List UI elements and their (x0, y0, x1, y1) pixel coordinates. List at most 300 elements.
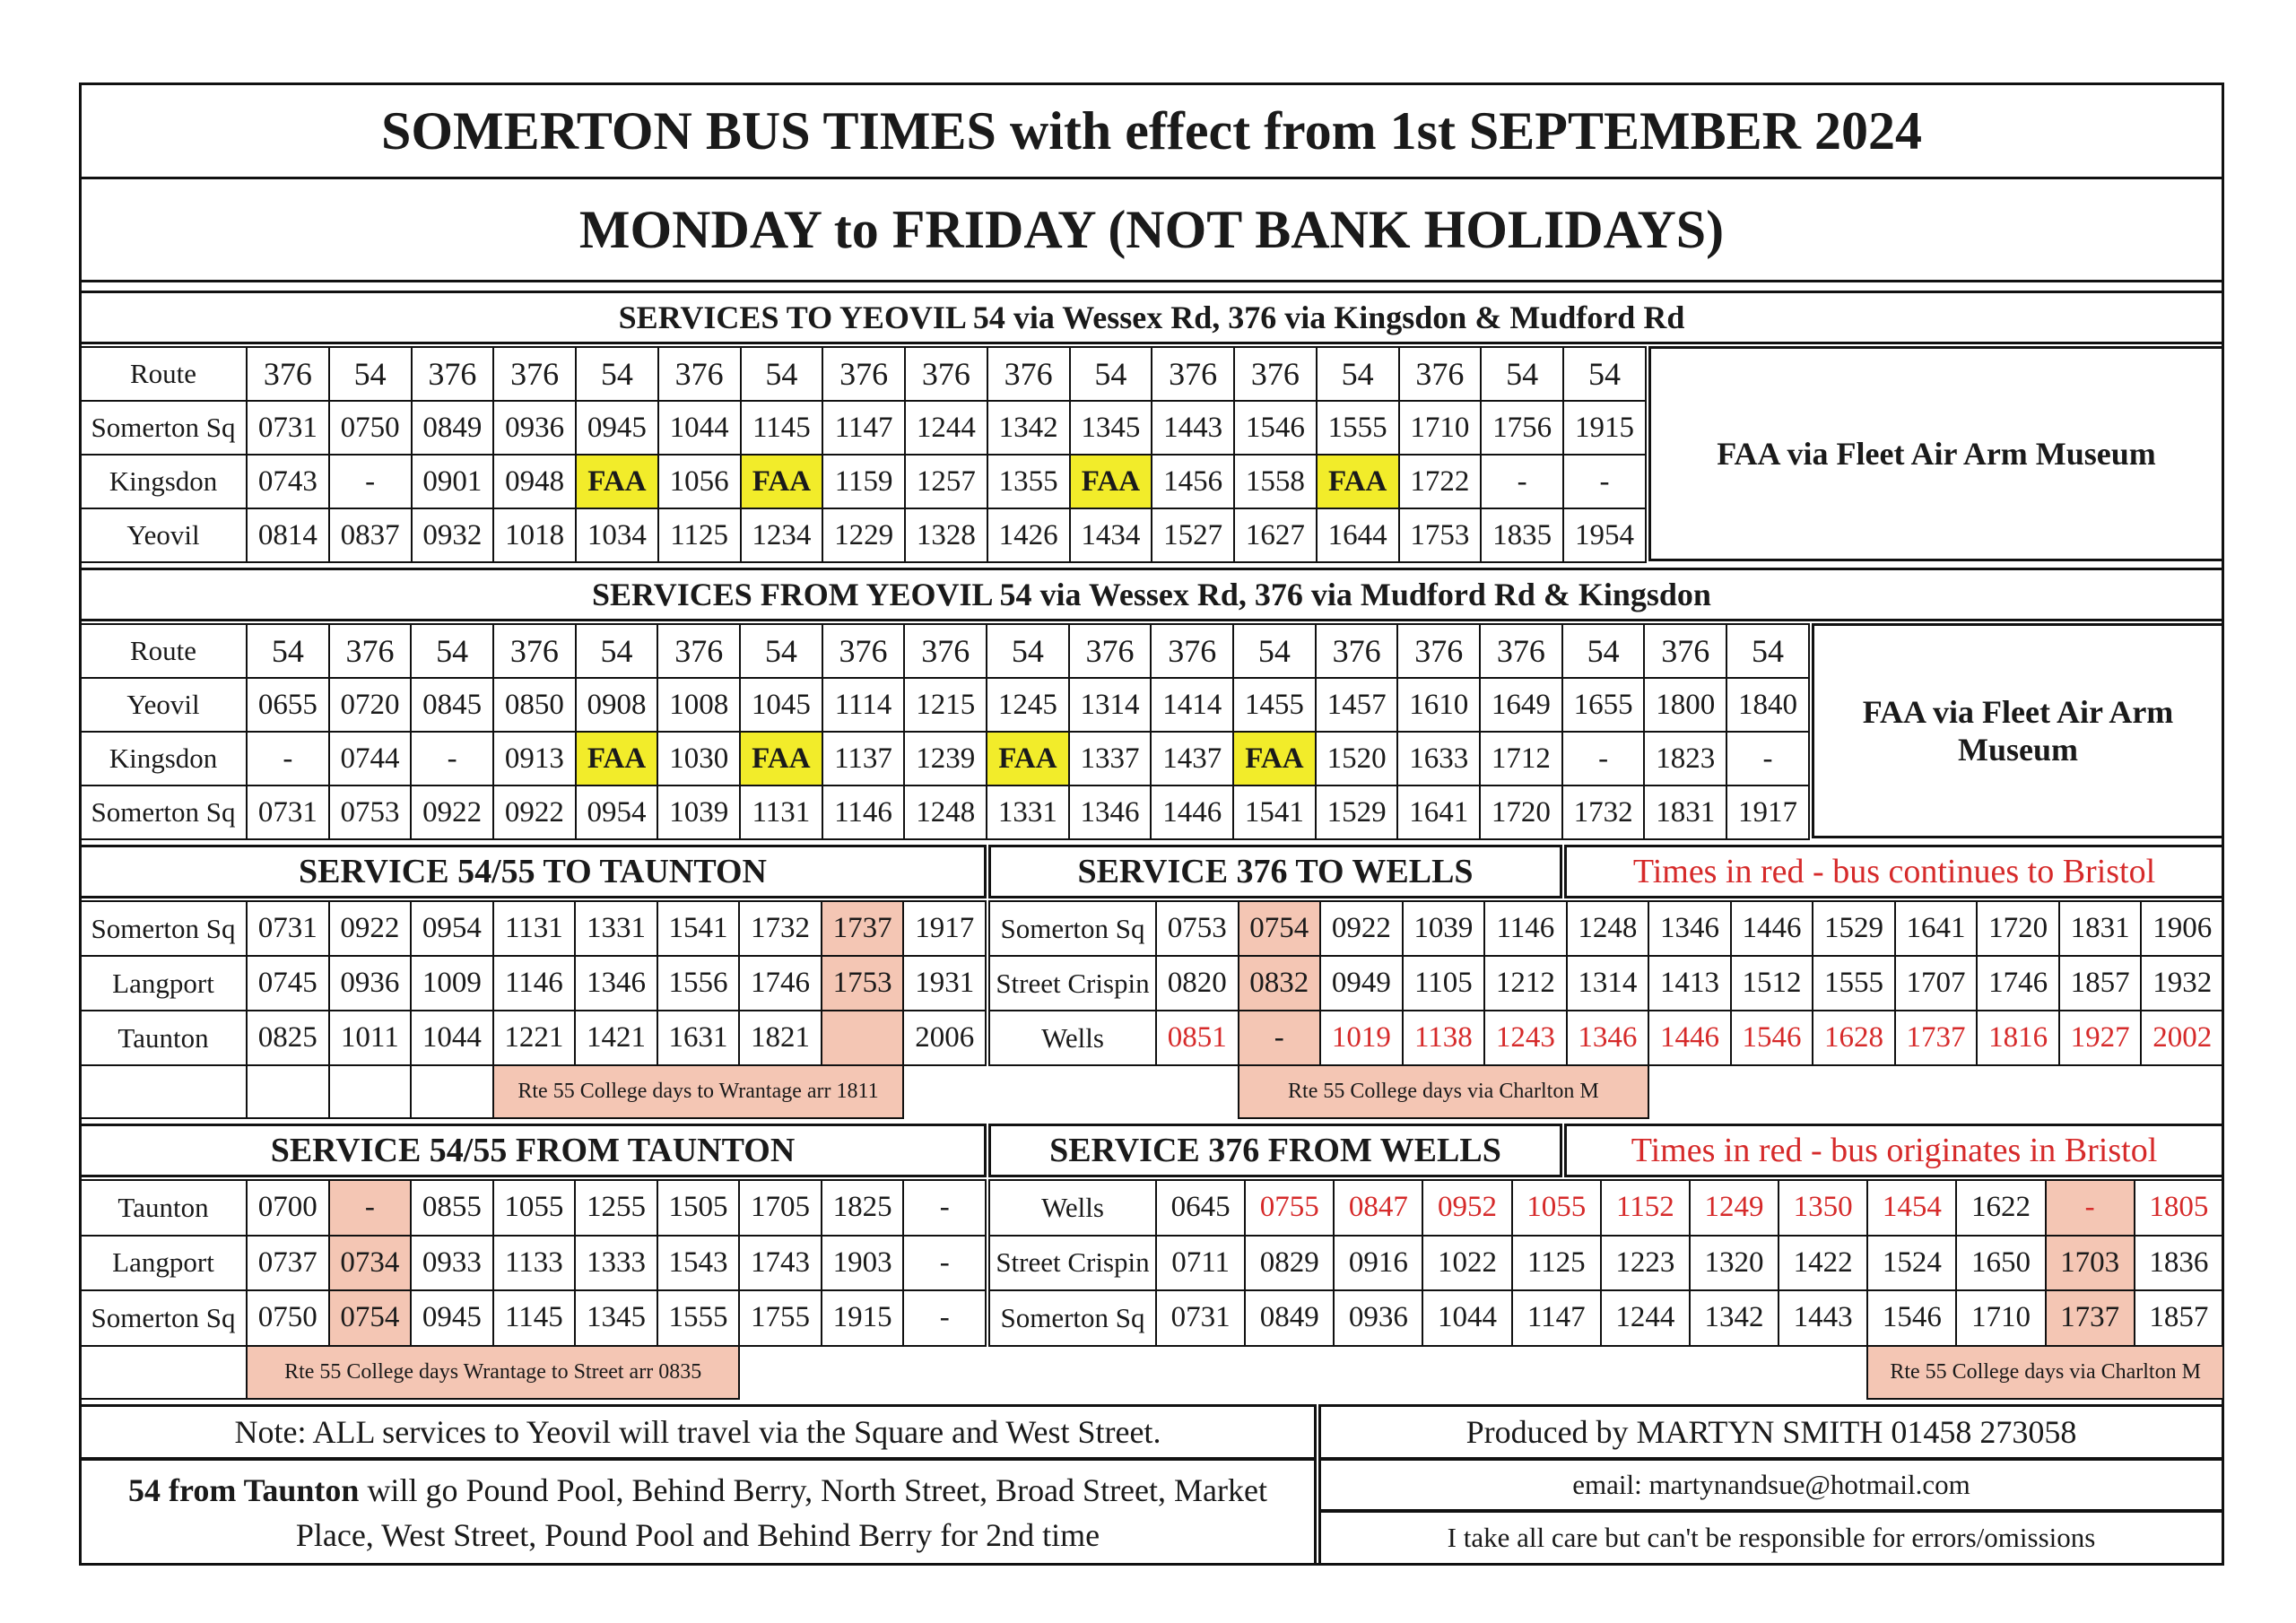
time-cell: 1707 (1895, 956, 1978, 1011)
time-cell: 0850 (493, 678, 576, 732)
time-cell: 1443 (1152, 401, 1234, 455)
time-cell: 0945 (411, 1290, 493, 1346)
table-row (80, 1290, 986, 1346)
time-cell: 1932 (2141, 956, 2223, 1011)
footnote-row (80, 1065, 986, 1118)
time-cell: 0845 (411, 678, 493, 732)
table-row (80, 624, 1809, 678)
time-cell: 1816 (1977, 1011, 2059, 1065)
time-cell: 0820 (1156, 956, 1239, 1011)
time-cell: 1314 (1069, 678, 1152, 732)
time-cell: 1133 (493, 1236, 576, 1291)
college-days-footnote: Rte 55 College days via Charlton M (1239, 1065, 1649, 1118)
time-cell: 1342 (1690, 1290, 1779, 1346)
time-cell: 1137 (822, 732, 905, 785)
empty-cell (247, 1065, 329, 1118)
time-cell: - (1562, 732, 1645, 785)
table-row (80, 1011, 986, 1065)
time-cell: 1413 (1648, 956, 1731, 1011)
time-cell: 0754 (1239, 901, 1321, 956)
time-cell: 1337 (1069, 732, 1152, 785)
time-cell: 0901 (412, 455, 494, 508)
table-row (80, 347, 1646, 401)
from-wells-heading: SERVICE 376 FROM WELLS (988, 1124, 1562, 1177)
time-cell: 376 (493, 347, 576, 401)
time-cell: - (1239, 1011, 1321, 1065)
time-cell: 1915 (822, 1290, 904, 1346)
table-row (80, 901, 986, 956)
to-wells-red-note: Times in red - bus continues to Bristol (1564, 845, 2224, 898)
time-cell: 0744 (329, 732, 412, 785)
row-label: Taunton (80, 1180, 247, 1236)
empty-cell (329, 1065, 412, 1118)
college-days-footnote: Rte 55 College days to Wrantage arr 1811 (493, 1065, 904, 1118)
time-cell: 1737 (1895, 1011, 1978, 1065)
table-row (80, 956, 986, 1011)
time-cell: 1446 (1151, 785, 1233, 839)
time-cell: 1710 (1399, 401, 1482, 455)
time-cell: 1746 (1977, 956, 2059, 1011)
time-cell: 1524 (1867, 1236, 1956, 1291)
time-cell: 0849 (412, 401, 494, 455)
time-cell: 1030 (657, 732, 740, 785)
time-cell: - (329, 455, 412, 508)
time-cell: 1556 (657, 956, 740, 1011)
time-cell: 1248 (1567, 901, 1649, 956)
row-label: Somerton Sq (989, 901, 1156, 956)
time-cell: 1215 (904, 678, 987, 732)
empty-cell (1648, 1065, 2223, 1118)
time-cell: 1541 (657, 901, 740, 956)
time-cell: 1255 (575, 1180, 657, 1236)
time-cell: 1146 (822, 785, 905, 839)
time-cell: 1422 (1779, 1236, 1867, 1291)
time-cell: 376 (1399, 347, 1482, 401)
time-cell: 1857 (2135, 1290, 2223, 1346)
to-wells-table (988, 900, 2224, 1119)
time-cell: 1655 (1562, 678, 1645, 732)
footer-produced-by: Produced by MARTYN SMITH 01458 273058 (1318, 1404, 2224, 1460)
time-cell: 1248 (904, 785, 987, 839)
table-row (989, 1290, 2223, 1346)
time-cell: 1927 (2059, 1011, 2142, 1065)
time-cell: - (1481, 455, 1563, 508)
footer-note-54-bold: 54 from Taunton (128, 1472, 360, 1508)
row-label: Somerton Sq (80, 785, 247, 839)
time-cell: 0847 (1334, 1180, 1422, 1236)
time-cell: 1756 (1481, 401, 1563, 455)
time-cell: 1505 (657, 1180, 740, 1236)
time-cell: FAA (740, 732, 822, 785)
time-cell: 376 (1644, 624, 1726, 678)
time-cell: 1105 (1403, 956, 1485, 1011)
time-cell: 376 (1316, 624, 1398, 678)
time-cell: 1455 (1233, 678, 1316, 732)
time-cell: 1039 (1403, 901, 1485, 956)
row-label: Route (80, 624, 247, 678)
table-row (80, 401, 1646, 455)
time-cell: 1649 (1480, 678, 1562, 732)
row-label: Somerton Sq (80, 1290, 247, 1346)
time-cell: - (247, 732, 329, 785)
time-cell: 1044 (1422, 1290, 1511, 1346)
table-row (80, 678, 1809, 732)
time-cell: 1823 (1644, 732, 1726, 785)
time-cell: 0849 (1245, 1290, 1334, 1346)
from-wells-red-note: Times in red - bus originates in Bristol (1564, 1124, 2224, 1177)
time-cell: - (903, 1236, 986, 1291)
time-cell: - (1563, 455, 1646, 508)
time-cell: 1546 (1867, 1290, 1956, 1346)
time-cell: 1331 (987, 785, 1069, 839)
time-cell: 1641 (1397, 785, 1480, 839)
time-cell: 1555 (1813, 956, 1895, 1011)
table-row (80, 455, 1646, 508)
time-cell: 0936 (493, 401, 576, 455)
time-cell: 376 (658, 347, 741, 401)
time-cell: 0952 (1422, 1180, 1511, 1236)
time-cell: 1443 (1779, 1290, 1867, 1346)
time-cell: 0922 (411, 785, 493, 839)
time-cell: 1346 (1648, 901, 1731, 956)
row-label: Street Crispin (989, 956, 1156, 1011)
time-cell: 0932 (412, 508, 494, 562)
to-taunton-heading: SERVICE 54/55 TO TAUNTON (79, 845, 987, 898)
time-cell: 1355 (987, 455, 1070, 508)
time-cell: 376 (329, 624, 412, 678)
time-cell: 1434 (1070, 508, 1152, 562)
time-cell: 1732 (739, 901, 822, 956)
time-cell: 54 (741, 347, 823, 401)
time-cell: 0851 (1156, 1011, 1239, 1065)
time-cell: 1234 (741, 508, 823, 562)
time-cell: 1019 (1320, 1011, 1403, 1065)
time-cell: 1917 (1726, 785, 1809, 839)
footer-note-54-taunton (79, 1458, 1317, 1566)
time-cell: 1836 (2135, 1236, 2223, 1291)
time-cell: FAA (1317, 455, 1399, 508)
time-cell: 54 (1317, 347, 1399, 401)
time-cell: 0814 (247, 508, 329, 562)
time-cell: 1915 (1563, 401, 1646, 455)
time-cell: 0745 (247, 956, 329, 1011)
time-cell: - (329, 1180, 412, 1236)
time-cell: 0922 (493, 785, 576, 839)
time-cell: 0737 (247, 1236, 329, 1291)
time-cell: 0734 (329, 1236, 412, 1291)
time-cell: 1644 (1317, 508, 1399, 562)
table-row (80, 1180, 986, 1236)
table-row (80, 732, 1809, 785)
from-taunton-heading: SERVICE 54/55 FROM TAUNTON (79, 1124, 987, 1177)
time-cell: 0753 (1156, 901, 1239, 956)
time-cell: 1011 (329, 1011, 412, 1065)
time-cell: 1527 (1152, 508, 1234, 562)
time-cell: 0731 (247, 785, 329, 839)
to-wells-heading: SERVICE 376 TO WELLS (988, 845, 1562, 898)
time-cell: 376 (657, 624, 740, 678)
time-cell: 54 (987, 624, 1069, 678)
time-cell: 0837 (329, 508, 412, 562)
time-cell: 1555 (1317, 401, 1399, 455)
time-cell: 54 (1481, 347, 1563, 401)
time-cell: 1825 (822, 1180, 904, 1236)
college-days-footnote: Rte 55 College days via Charlton M (1867, 1346, 2223, 1400)
from-yeovil-faa-note: FAA via Fleet Air Arm Museum (1812, 623, 2224, 838)
from-yeovil-table (79, 623, 1810, 840)
empty-cell (989, 1065, 1239, 1118)
time-cell: 1555 (657, 1290, 740, 1346)
time-cell: 0829 (1245, 1236, 1334, 1291)
time-cell: 1840 (1726, 678, 1809, 732)
time-cell: 1018 (493, 508, 576, 562)
time-cell: 54 (329, 347, 412, 401)
empty-cell (80, 1346, 247, 1400)
time-cell: FAA (576, 455, 658, 508)
time-cell: 1146 (1484, 901, 1567, 956)
table-row (989, 1236, 2223, 1291)
row-label: Route (80, 347, 247, 401)
time-cell: 1009 (411, 956, 493, 1011)
time-cell: 1543 (657, 1236, 740, 1291)
to-yeovil-heading: SERVICES TO YEOVIL 54 via Wessex Rd, 376 via Kingsdon & Mudford Rd (79, 291, 2224, 344)
empty-cell (80, 1065, 247, 1118)
time-cell: 0948 (493, 455, 576, 508)
time-cell: 0700 (247, 1180, 329, 1236)
time-cell: 0743 (247, 455, 329, 508)
to-yeovil-table (79, 346, 1647, 563)
time-cell: 1314 (1567, 956, 1649, 1011)
time-cell: 0825 (247, 1011, 329, 1065)
time-cell: 1244 (905, 401, 987, 455)
time-cell: 1753 (822, 956, 904, 1011)
time-cell: 1346 (1567, 1011, 1649, 1065)
time-cell: 376 (1480, 624, 1562, 678)
time-cell (822, 1011, 904, 1065)
time-cell: 0832 (1239, 956, 1321, 1011)
time-cell: 1610 (1397, 678, 1480, 732)
time-cell: 1917 (903, 901, 986, 956)
time-cell: 1628 (1813, 1011, 1895, 1065)
time-cell: 1732 (1562, 785, 1645, 839)
time-cell: - (903, 1290, 986, 1346)
time-cell: 1257 (905, 455, 987, 508)
footnote-row (989, 1346, 2223, 1400)
row-label: Wells (989, 1011, 1156, 1065)
time-cell: 1954 (1563, 508, 1646, 562)
time-cell: 1145 (493, 1290, 576, 1346)
time-cell: 1245 (987, 678, 1069, 732)
time-cell: 1631 (657, 1011, 740, 1065)
time-cell: FAA (1070, 455, 1152, 508)
college-days-footnote: Rte 55 College days Wrantage to Street arr 0835 (247, 1346, 739, 1400)
time-cell: 1437 (1151, 732, 1233, 785)
footnote-row (80, 1346, 986, 1400)
table-row (989, 1011, 2223, 1065)
time-cell: 1710 (1956, 1290, 2045, 1346)
row-label: Kingsdon (80, 455, 247, 508)
footnote-row (989, 1065, 2223, 1118)
footer-email: email: martynandsue@hotmail.com (1318, 1458, 2224, 1512)
time-cell: 0933 (411, 1236, 493, 1291)
row-label: Kingsdon (80, 732, 247, 785)
time-cell: 1755 (739, 1290, 822, 1346)
time-cell: 1044 (658, 401, 741, 455)
table-row (989, 901, 2223, 956)
time-cell: - (903, 1180, 986, 1236)
table-row (989, 1180, 2223, 1236)
time-cell: 54 (1563, 347, 1646, 401)
time-cell: 1138 (1403, 1011, 1485, 1065)
time-cell: 0731 (247, 901, 329, 956)
from-taunton-table (79, 1179, 987, 1400)
time-cell: 1705 (739, 1180, 822, 1236)
time-cell: 1650 (1956, 1236, 2045, 1291)
time-cell: 1712 (1480, 732, 1562, 785)
time-cell: 0754 (329, 1290, 412, 1346)
time-cell: 1145 (741, 401, 823, 455)
time-cell: 376 (1234, 347, 1317, 401)
time-cell: 0922 (1320, 901, 1403, 956)
time-cell: 1034 (576, 508, 658, 562)
time-cell: 1720 (1480, 785, 1562, 839)
time-cell: 2006 (903, 1011, 986, 1065)
time-cell: 1350 (1779, 1180, 1867, 1236)
time-cell: 1333 (575, 1236, 657, 1291)
time-cell: 376 (905, 347, 987, 401)
time-cell: 376 (412, 347, 494, 401)
time-cell: 1146 (493, 956, 576, 1011)
time-cell: 376 (493, 624, 576, 678)
time-cell: 1055 (1512, 1180, 1601, 1236)
row-label: Yeovil (80, 678, 247, 732)
time-cell: 1114 (822, 678, 905, 732)
time-cell: 1835 (1481, 508, 1563, 562)
time-cell: 1737 (2046, 1290, 2135, 1346)
time-cell: 1633 (1397, 732, 1480, 785)
table-row (80, 508, 1646, 562)
row-label: Wells (989, 1180, 1156, 1236)
time-cell: 1022 (1422, 1236, 1511, 1291)
main-title: SOMERTON BUS TIMES with effect from 1st SEPTEMBER 2024 (79, 82, 2224, 179)
row-label: Street Crispin (989, 1236, 1156, 1291)
time-cell: 1055 (493, 1180, 576, 1236)
row-label: Yeovil (80, 508, 247, 562)
empty-cell (903, 1065, 986, 1118)
empty-cell (411, 1065, 493, 1118)
row-label: Langport (80, 1236, 247, 1291)
time-cell: 54 (247, 624, 329, 678)
to-taunton-table (79, 900, 987, 1119)
time-cell: 1346 (575, 956, 657, 1011)
footer-note-all-services: Note: ALL services to Yeovil will travel via the Square and West Street. (79, 1404, 1317, 1460)
time-cell: 1044 (411, 1011, 493, 1065)
time-cell: 1737 (822, 901, 904, 956)
time-cell: 1743 (739, 1236, 822, 1291)
time-cell: 1457 (1316, 678, 1398, 732)
time-cell: FAA (1233, 732, 1316, 785)
time-cell: 1456 (1152, 455, 1234, 508)
time-cell: 376 (822, 624, 905, 678)
time-cell: 1345 (1070, 401, 1152, 455)
time-cell: 0936 (329, 956, 412, 1011)
from-yeovil-heading: SERVICES FROM YEOVIL 54 via Wessex Rd, 376 via Mudford Rd & Kingsdon (79, 568, 2224, 621)
time-cell: - (2046, 1180, 2135, 1236)
time-cell: 54 (740, 624, 822, 678)
time-cell: 376 (904, 624, 987, 678)
time-cell: 1223 (1601, 1236, 1690, 1291)
row-label: Taunton (80, 1011, 247, 1065)
time-cell: 1512 (1731, 956, 1813, 1011)
time-cell: 2002 (2141, 1011, 2223, 1065)
time-cell: 1446 (1731, 901, 1813, 956)
time-cell: 376 (1151, 624, 1233, 678)
time-cell: 0916 (1334, 1236, 1422, 1291)
time-cell: 0949 (1320, 956, 1403, 1011)
time-cell: 1331 (575, 901, 657, 956)
time-cell: 1147 (822, 401, 905, 455)
time-cell: 1720 (1977, 901, 2059, 956)
time-cell: 1147 (1512, 1290, 1601, 1346)
time-cell: 376 (1152, 347, 1234, 401)
row-label: Somerton Sq (80, 401, 247, 455)
time-cell: 1529 (1813, 901, 1895, 956)
time-cell: 1045 (740, 678, 822, 732)
row-label: Somerton Sq (80, 901, 247, 956)
time-cell: 0913 (493, 732, 576, 785)
time-cell: 1039 (657, 785, 740, 839)
time-cell: 0945 (576, 401, 658, 455)
time-cell: FAA (741, 455, 823, 508)
time-cell: 1831 (1644, 785, 1726, 839)
time-cell: 1342 (987, 401, 1070, 455)
time-cell: 0720 (329, 678, 412, 732)
time-cell: 1414 (1151, 678, 1233, 732)
time-cell: 1125 (1512, 1236, 1601, 1291)
time-cell: 54 (1070, 347, 1152, 401)
time-cell: 1546 (1234, 401, 1317, 455)
row-label: Langport (80, 956, 247, 1011)
time-cell: 1056 (658, 455, 741, 508)
table-row (989, 956, 2223, 1011)
time-cell: 1243 (1484, 1011, 1567, 1065)
time-cell: 1703 (2046, 1236, 2135, 1291)
time-cell: 54 (1233, 624, 1316, 678)
time-cell: 54 (1726, 624, 1809, 678)
time-cell: 0711 (1156, 1236, 1245, 1291)
time-cell: 1454 (1867, 1180, 1956, 1236)
time-cell: 1131 (740, 785, 822, 839)
time-cell: 1159 (822, 455, 905, 508)
time-cell: 1746 (739, 956, 822, 1011)
time-cell: 0908 (576, 678, 658, 732)
time-cell: 376 (247, 347, 329, 401)
time-cell: 1212 (1484, 956, 1567, 1011)
time-cell: 0655 (247, 678, 329, 732)
empty-cell (989, 1346, 1867, 1400)
time-cell: 1520 (1316, 732, 1398, 785)
time-cell: 0936 (1334, 1290, 1422, 1346)
time-cell: FAA (987, 732, 1069, 785)
time-cell: 1328 (905, 508, 987, 562)
to-yeovil-faa-note: FAA via Fleet Air Arm Museum (1648, 346, 2224, 561)
time-cell: 0954 (411, 901, 493, 956)
time-cell: 1244 (1601, 1290, 1690, 1346)
time-cell: 1249 (1690, 1180, 1779, 1236)
time-cell: 0753 (329, 785, 412, 839)
time-cell: 1722 (1399, 455, 1482, 508)
time-cell: 1221 (493, 1011, 576, 1065)
